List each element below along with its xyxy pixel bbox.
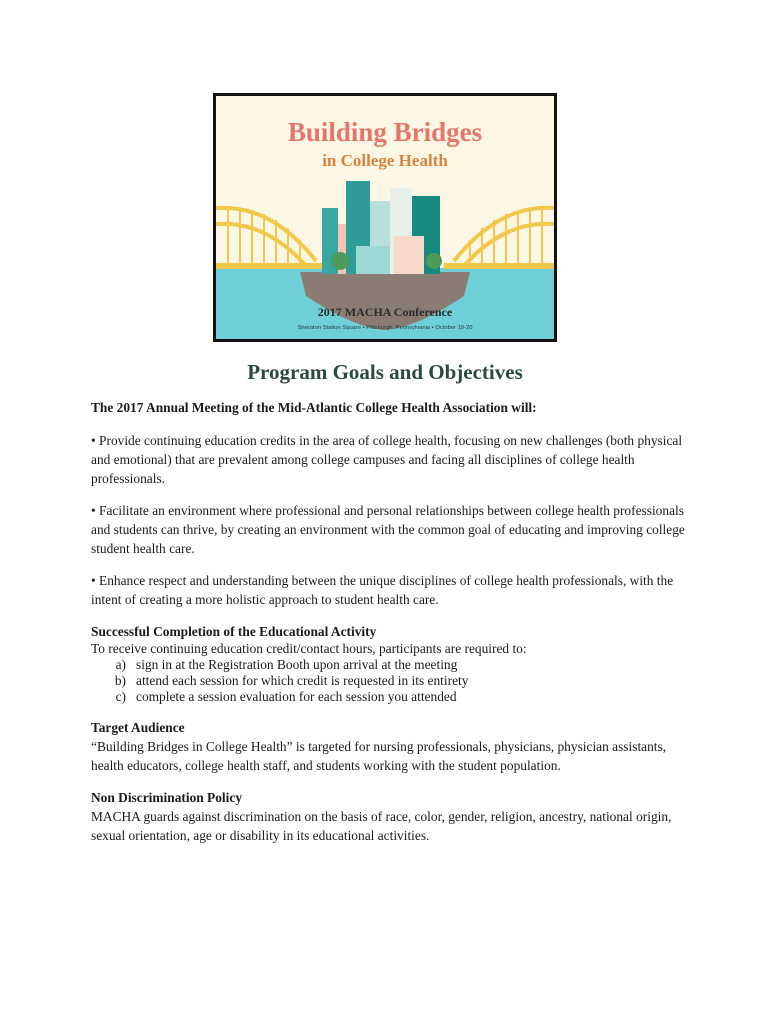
- lead-statement: The 2017 Annual Meeting of the Mid-Atlantic College Health Association will:: [91, 400, 537, 415]
- banner-event: 2017 MACHA Conference: [317, 305, 453, 319]
- audience-text: “Building Bridges in College Health” is targeted for nursing professionals, physicians, physician assistants, health educators, college health staff, and students working with the student population.: [91, 739, 667, 773]
- step-text: complete a session evaluation for each session you attended: [136, 689, 457, 704]
- list-item: [91, 673, 691, 689]
- step-text: sign in at the Registration Booth upon arrival at the meeting: [136, 657, 458, 672]
- completion-intro: To receive continuing education credit/contact hours, participants are required to:: [91, 641, 527, 656]
- banner-title: Building Bridges: [287, 117, 483, 147]
- policy-section: [91, 788, 691, 845]
- step-marker: b): [114, 673, 126, 688]
- step-marker: a): [115, 657, 126, 672]
- policy-heading: Non Discrimination Policy: [91, 790, 243, 805]
- completion-section: [91, 622, 691, 705]
- banner-subtitle: in College Health: [322, 151, 448, 170]
- document-body: [91, 398, 691, 858]
- completion-heading: Successful Completion of the Educational Activity: [91, 624, 377, 639]
- page-title: Program Goals and Objectives: [247, 360, 523, 384]
- conference-banner: [213, 93, 557, 342]
- completion-steps: [91, 657, 691, 705]
- audience-section: [91, 718, 691, 775]
- step-marker: c): [115, 689, 126, 704]
- audience-heading: Target Audience: [91, 720, 185, 735]
- list-item: [91, 689, 691, 705]
- banner-illustration: [216, 96, 554, 339]
- objective-bullet-3: • Enhance respect and understanding between the unique disciplines of college health professionals, with the intent of creating a more holistic approach to student health care.: [91, 573, 674, 607]
- step-text: attend each session for which credit is requested in its entirety: [136, 673, 469, 688]
- objective-bullet-2: • Facilitate an environment where professional and personal relationships between college health professionals and students can thrive, by creating an environment with the common goal of educating and improving college student health care.: [91, 503, 685, 556]
- objective-bullet-1: • Provide continuing education credits in the area of college health, focusing on new challenges (both physical and emotional) that are prevalent among college campuses and facing all disciplines of college health professionals.: [91, 433, 683, 486]
- banner-venue: Sheraton Station Square • Pittsburgh, Pennsylvania • October 19-20: [297, 325, 473, 331]
- policy-text: MACHA guards against discrimination on the basis of race, color, gender, religion, ancestry, national origin, sexual orientation, age or disability in its educational activities.: [91, 809, 672, 843]
- list-item: [91, 657, 691, 673]
